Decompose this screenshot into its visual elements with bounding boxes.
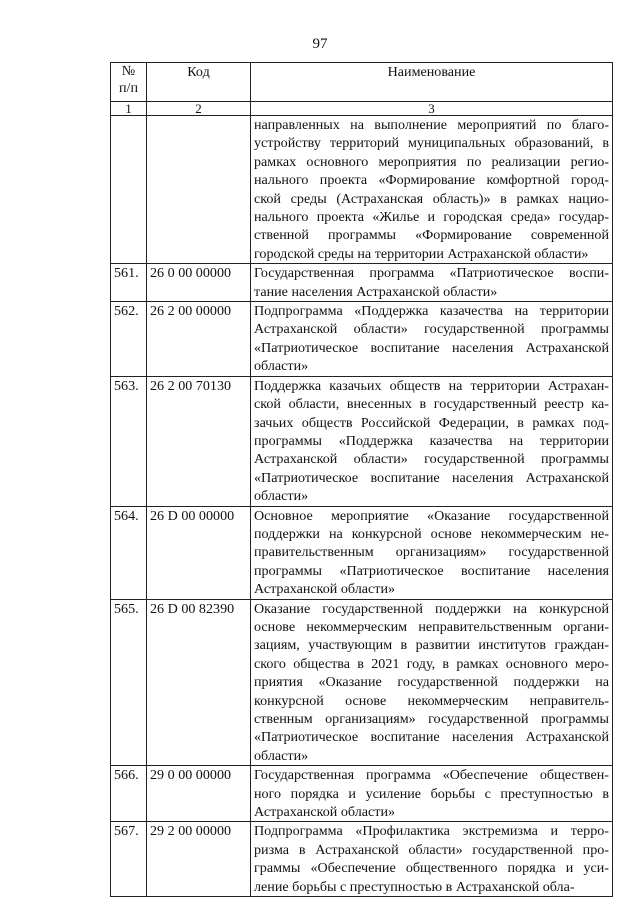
row-code: 29 2 00 00000	[147, 822, 251, 897]
name-line: зациям, участвующим в развитии институтов граждан-	[254, 637, 609, 654]
header-number-abbrev: п/п	[118, 80, 138, 96]
name-line: Поддержка казачьих обществ на территории Астрахан-	[254, 377, 609, 394]
column-number-row	[111, 102, 613, 116]
continuation-code	[147, 116, 251, 264]
name-line: ление борьбы с преступностью в Астраханской обла-	[254, 878, 575, 895]
name-line: ного порядка и усиление борьбы с преступностью в	[254, 785, 609, 802]
continuation-name	[251, 116, 613, 264]
name-line: ской области, внесенных в государственный реестр ка-	[254, 396, 609, 413]
header-number	[111, 63, 147, 102]
row-name	[251, 506, 613, 599]
name-line: программы «Патриотическое воспитание населения	[254, 562, 609, 579]
name-line: области»	[254, 358, 309, 375]
row-code: 29 0 00 00000	[147, 766, 251, 822]
name-line: городской среды на территории Астраханской области»	[254, 245, 589, 262]
column-number-3: 3	[251, 102, 613, 116]
name-line: ризма в Астраханской области» государственной про-	[254, 841, 609, 858]
row-number: 565.	[111, 599, 147, 766]
row-number: 562.	[111, 302, 147, 377]
name-line: Астраханской области» государственной программы	[254, 451, 609, 468]
row-number: 561.	[111, 264, 147, 302]
name-line: Астраханской области»	[254, 581, 396, 598]
row-number: 563.	[111, 376, 147, 506]
row-name	[251, 822, 613, 897]
row-code: 26 2 00 00000	[147, 302, 251, 377]
header-number-symbol: №	[121, 63, 136, 79]
continuation-row	[111, 116, 613, 264]
name-line: ского общества в 2021 году, в рамках основного меро-	[254, 655, 609, 672]
table-row	[111, 264, 613, 302]
table-row	[111, 506, 613, 599]
name-line: Оказание государственной поддержки на конкурсной	[254, 600, 609, 617]
name-line: рамках основного мероприятия по реализации регио-	[254, 153, 609, 170]
row-code: 26 D 00 82390	[147, 599, 251, 766]
name-line: Государственная программа «Патриотическое воспи-	[254, 265, 609, 282]
row-name	[251, 302, 613, 377]
name-line: Подпрограмма «Профилактика экстремизма и терро-	[254, 823, 609, 840]
table-row	[111, 599, 613, 766]
name-line: программы «Поддержка казачества на территории	[254, 432, 609, 449]
name-line: граммы «Обеспечение общественного порядка и уси-	[254, 860, 609, 877]
header-row	[111, 63, 613, 102]
name-line: области»	[254, 488, 309, 505]
header-code: Код	[147, 63, 251, 102]
name-line: Астраханской области» государственной программы	[254, 321, 609, 338]
name-line: нального проекта «Формирование комфортной город-	[254, 172, 609, 189]
table-row	[111, 302, 613, 377]
name-line: правительственным организациям» государственной	[254, 544, 609, 561]
name-line: Государственная программа «Обеспечение обществен-	[254, 767, 609, 784]
name-line: зачьих обществ Российской Федерации, в рамках под-	[254, 414, 609, 431]
budget-classification-table	[110, 62, 613, 897]
column-number-1: 1	[111, 102, 147, 116]
name-line: области»	[254, 747, 309, 764]
name-line: нального проекта «Жилье и городская среда» государ-	[254, 209, 609, 226]
row-number: 566.	[111, 766, 147, 822]
name-line: Основное мероприятие «Оказание государственной	[254, 507, 609, 524]
row-code: 26 D 00 00000	[147, 506, 251, 599]
name-line: «Патриотическое воспитание населения Астраханской	[254, 729, 609, 746]
name-line: основе некоммерческим неправительственным органи-	[254, 618, 609, 635]
row-name	[251, 376, 613, 506]
name-line: «Патриотическое воспитание населения Астраханской	[254, 469, 609, 486]
row-name	[251, 766, 613, 822]
name-line: конкурсной основе некоммерческим неправитель-	[254, 692, 609, 709]
name-line: Астраханской области»	[254, 804, 396, 821]
row-number: 564.	[111, 506, 147, 599]
name-line: тание населения Астраханской области»	[254, 283, 498, 300]
column-number-2: 2	[147, 102, 251, 116]
name-line: ственной программы «Формирование современной	[254, 227, 609, 244]
name-line: ской среды (Астраханская область)» в рамках нацио-	[254, 190, 609, 207]
name-line: приятия «Оказание государственной поддержки на	[254, 674, 609, 691]
table-row	[111, 822, 613, 897]
table-row	[111, 766, 613, 822]
name-line: ственным организациям» государственной программы	[254, 711, 609, 727]
continuation-number	[111, 116, 147, 264]
row-code: 26 0 00 00000	[147, 264, 251, 302]
name-line: направленных на выполнение мероприятий по благо-	[254, 117, 609, 133]
page-number: 97	[312, 36, 328, 52]
table-row	[111, 376, 613, 506]
row-name	[251, 599, 613, 766]
name-line: поддержки на конкурсной основе некоммерческим не-	[254, 525, 609, 542]
row-number: 567.	[111, 822, 147, 897]
row-code: 26 2 00 70130	[147, 376, 251, 506]
name-line: устройству территорий муниципальных образований, в	[254, 135, 609, 152]
header-name: Наименование	[251, 63, 613, 102]
name-line: Подпрограмма «Поддержка казачества на территории	[254, 303, 609, 320]
row-name	[251, 264, 613, 302]
name-line: «Патриотическое воспитание населения Астраханской	[254, 339, 609, 356]
